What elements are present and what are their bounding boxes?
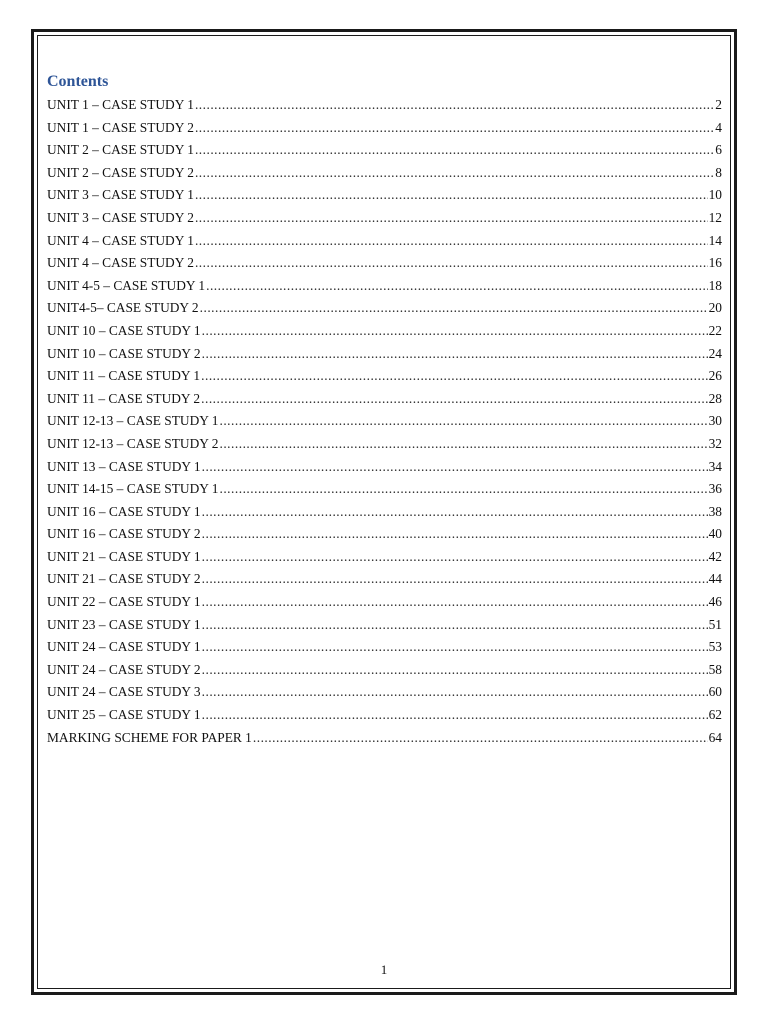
toc-entry[interactable] [47, 343, 722, 366]
toc-entry-page: 38 [708, 503, 722, 519]
toc-entry-page: 60 [708, 684, 722, 700]
toc-entry-title: UNIT 16 – CASE STUDY 1 [47, 503, 201, 519]
toc-entry-title: UNIT 23 – CASE STUDY 1 [47, 616, 201, 632]
toc-entry-title: UNIT 12-13 – CASE STUDY 2 [47, 435, 219, 451]
toc-entry-page: 62 [708, 707, 722, 723]
toc-entry[interactable] [47, 523, 722, 546]
toc-leader-dots [195, 162, 714, 185]
toc-entry[interactable] [47, 297, 722, 320]
toc-leader-dots [202, 704, 708, 727]
toc-leader-dots [219, 478, 707, 501]
toc-entry-title: UNIT 11 – CASE STUDY 2 [47, 390, 201, 406]
toc-entry-title: UNIT 2 – CASE STUDY 1 [47, 142, 194, 158]
toc-list [47, 94, 722, 749]
toc-entry[interactable] [47, 162, 722, 185]
toc-entry[interactable] [47, 478, 722, 501]
toc-entry[interactable] [47, 94, 722, 117]
toc-entry-title: UNIT 21 – CASE STUDY 2 [47, 571, 201, 587]
toc-leader-dots [202, 320, 708, 343]
toc-entry-page: 2 [715, 97, 722, 112]
toc-leader-dots [202, 343, 708, 366]
toc-entry-page: 34 [708, 458, 722, 474]
toc-entry-title: UNIT 10 – CASE STUDY 1 [47, 322, 201, 338]
toc-entry-title: UNIT 4 – CASE STUDY 1 [47, 232, 194, 248]
toc-entry-page: 40 [708, 526, 722, 542]
toc-entry-page: 46 [708, 594, 722, 610]
toc-entry-title: UNIT 24 – CASE STUDY 1 [47, 639, 201, 655]
toc-entry-page: 26 [708, 368, 722, 384]
toc-entry-page: 53 [708, 639, 722, 655]
toc-leader-dots [195, 207, 708, 230]
toc-leader-dots [206, 275, 708, 298]
toc-entry[interactable] [47, 230, 722, 253]
toc-entry-title: UNIT 10 – CASE STUDY 2 [47, 345, 201, 361]
toc-entry-page: 30 [708, 413, 722, 429]
toc-entry-title: UNIT 4 – CASE STUDY 2 [47, 255, 194, 271]
toc-leader-dots [195, 139, 714, 162]
toc-leader-dots [202, 456, 708, 479]
toc-entry-title: UNIT 12-13 – CASE STUDY 1 [47, 413, 219, 429]
toc-entry-page: 36 [708, 481, 722, 497]
toc-leader-dots [195, 252, 708, 275]
toc-entry-page: 18 [708, 277, 722, 293]
toc-leader-dots [202, 501, 708, 524]
toc-entry[interactable] [47, 456, 722, 479]
toc-entry[interactable] [47, 117, 722, 140]
toc-entry-title: UNIT 14-15 – CASE STUDY 1 [47, 481, 219, 497]
toc-leader-dots [202, 681, 708, 704]
toc-entry-page: 14 [708, 232, 722, 248]
toc-entry-title: UNIT 16 – CASE STUDY 2 [47, 526, 201, 542]
toc-leader-dots [253, 727, 708, 750]
toc-entry[interactable] [47, 388, 722, 411]
toc-leader-dots [201, 365, 707, 388]
toc-entry-page: 4 [715, 119, 722, 135]
toc-entry-page: 22 [708, 322, 722, 338]
toc-leader-dots [201, 388, 707, 411]
toc-leader-dots [202, 591, 708, 614]
toc-entry[interactable] [47, 546, 722, 569]
toc-entry[interactable] [47, 184, 722, 207]
toc-leader-dots [202, 568, 708, 591]
toc-entry-title: UNIT 24 – CASE STUDY 2 [47, 661, 201, 677]
toc-entry-page: 64 [708, 729, 722, 745]
toc-entry[interactable] [47, 252, 722, 275]
toc-entry[interactable] [47, 681, 722, 704]
toc-leader-dots [202, 636, 708, 659]
toc-entry-page: 6 [715, 142, 722, 158]
toc-entry-page: 16 [708, 255, 722, 271]
toc-entry[interactable] [47, 410, 722, 433]
toc-leader-dots [219, 433, 707, 456]
toc-heading: Contents [47, 73, 109, 90]
toc-entry-page: 12 [708, 209, 722, 225]
toc-leader-dots [202, 546, 708, 569]
toc-entry-page: 44 [708, 571, 722, 587]
toc-entry-page: 28 [708, 390, 722, 406]
toc-entry[interactable] [47, 636, 722, 659]
toc-leader-dots [195, 230, 708, 253]
toc-entry[interactable] [47, 207, 722, 230]
toc-entry-page: 20 [708, 300, 722, 316]
toc-entry-title: UNIT 21 – CASE STUDY 1 [47, 548, 201, 564]
toc-entry-title: UNIT 11 – CASE STUDY 1 [47, 368, 201, 384]
toc-entry[interactable] [47, 275, 722, 298]
toc-leader-dots [219, 410, 707, 433]
toc-entry[interactable] [47, 320, 722, 343]
toc-entry-title: UNIT 4-5 – CASE STUDY 1 [47, 277, 206, 293]
toc-entry-page: 51 [708, 616, 722, 632]
toc-entry-title: UNIT 13 – CASE STUDY 1 [47, 458, 201, 474]
toc-leader-dots [202, 523, 708, 546]
toc-entry[interactable] [47, 591, 722, 614]
toc-entry[interactable] [47, 704, 722, 727]
toc-leader-dots [195, 184, 708, 207]
toc-entry-page: 24 [708, 345, 722, 361]
toc-entry[interactable] [47, 365, 722, 388]
toc-entry-title: UNIT 22 – CASE STUDY 1 [47, 594, 201, 610]
toc-entry-title: UNIT 3 – CASE STUDY 2 [47, 209, 194, 225]
toc-entry-page: 58 [708, 661, 722, 677]
toc-entry-title: UNIT 1 – CASE STUDY 1 [47, 97, 194, 112]
page-number: 1 [380, 962, 388, 977]
toc-entry-title: MARKING SCHEME FOR PAPER 1 [47, 729, 252, 745]
toc-entry[interactable] [47, 568, 722, 591]
toc-entry-title: UNIT 1 – CASE STUDY 2 [47, 119, 194, 135]
toc-entry[interactable] [47, 433, 722, 456]
toc-entry-page: 42 [708, 548, 722, 564]
table-of-contents [47, 70, 722, 749]
toc-entry-title: UNIT 25 – CASE STUDY 1 [47, 707, 201, 723]
toc-leader-dots [200, 297, 708, 320]
toc-entry-page: 8 [715, 164, 722, 180]
toc-leader-dots [195, 117, 714, 140]
toc-leader-dots [202, 614, 708, 637]
toc-entry-title: UNIT 24 – CASE STUDY 3 [47, 684, 201, 700]
toc-entry-page: 10 [708, 187, 722, 203]
toc-entry[interactable] [47, 139, 722, 162]
toc-entry-page: 32 [708, 435, 722, 451]
toc-entry-title: UNIT 3 – CASE STUDY 1 [47, 187, 194, 203]
toc-entry[interactable] [47, 659, 722, 682]
toc-entry-title: UNIT4-5– CASE STUDY 2 [47, 300, 199, 316]
toc-entry[interactable] [47, 727, 722, 750]
toc-entry-title: UNIT 2 – CASE STUDY 2 [47, 164, 194, 180]
toc-entry[interactable] [47, 501, 722, 524]
toc-leader-dots [195, 94, 714, 117]
toc-leader-dots [202, 659, 708, 682]
toc-entry[interactable] [47, 614, 722, 637]
